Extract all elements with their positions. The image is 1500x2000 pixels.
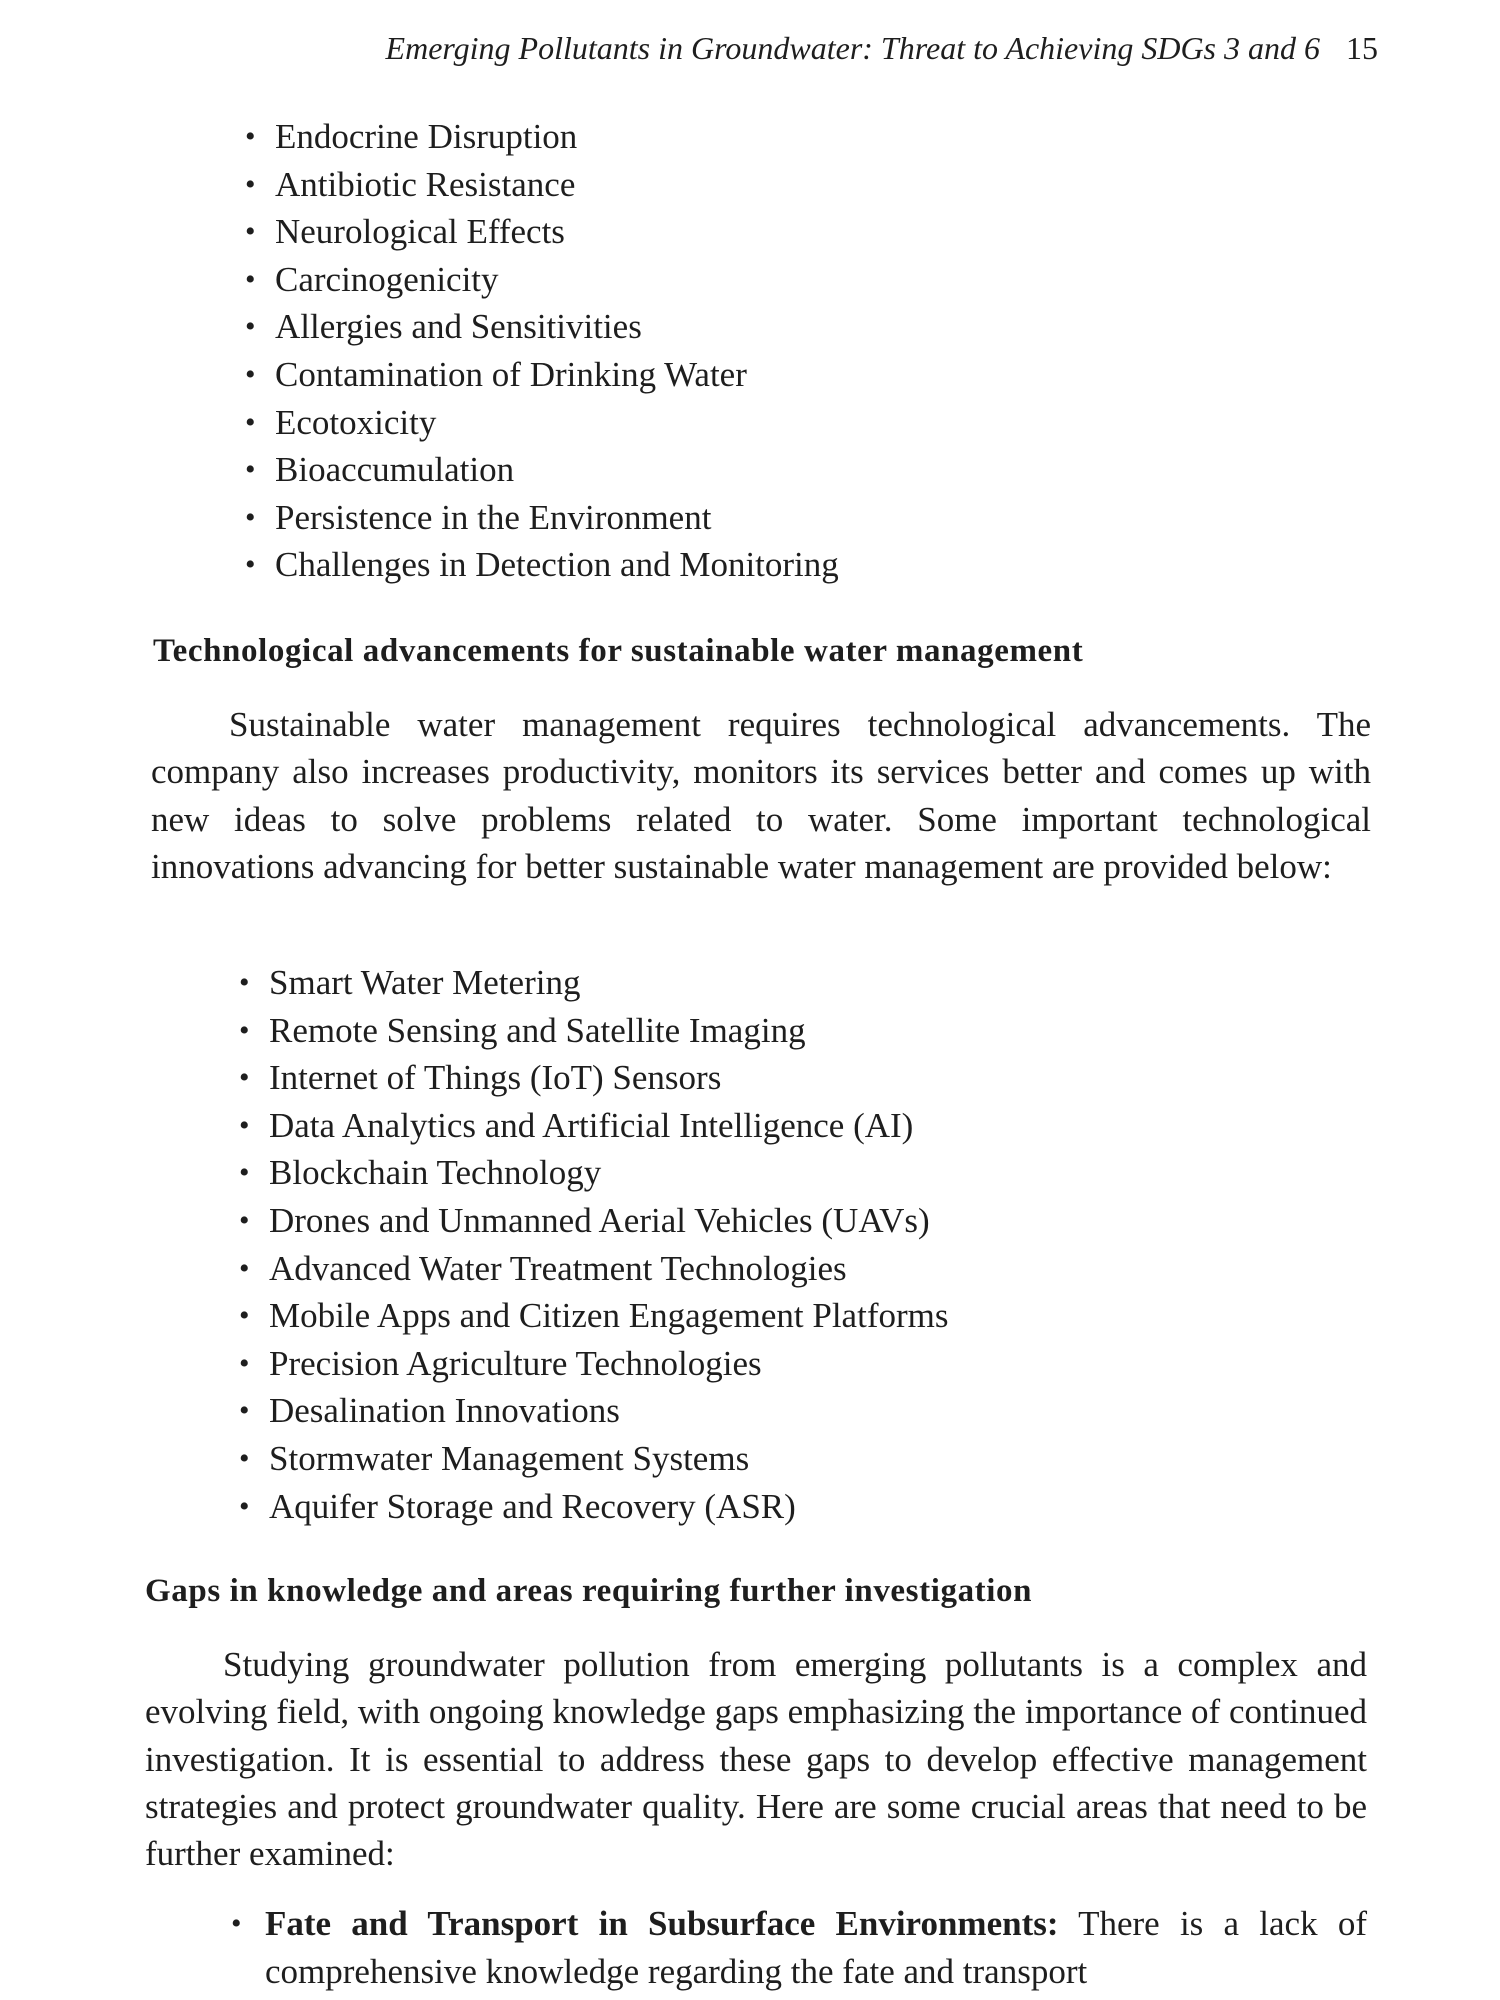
list-item-text: Mobile Apps and Citizen Engagement Platforms — [269, 1296, 949, 1336]
bullet-icon: • — [239, 1203, 250, 1237]
list-item — [245, 541, 839, 589]
list-item — [239, 1292, 949, 1340]
list-item-text: Drones and Unmanned Aerial Vehicles (UAVs) — [269, 1200, 930, 1240]
list-item — [245, 161, 839, 209]
bullet-icon: • — [239, 1251, 250, 1285]
list-item — [245, 303, 839, 351]
bullet-icon: • — [239, 1156, 250, 1190]
list-item-text: Carcinogenicity — [275, 259, 499, 299]
bullet-icon: • — [245, 500, 256, 534]
list-item — [245, 256, 839, 304]
list-item — [245, 446, 839, 494]
list-item-text: Precision Agriculture Technologies — [269, 1343, 762, 1383]
bullet-icon: • — [245, 215, 256, 249]
list-item-text: Data Analytics and Artificial Intelligence (AI) — [269, 1105, 914, 1145]
list-item — [239, 1007, 948, 1055]
list-item — [231, 1900, 1367, 1996]
list-item-text: Challenges in Detection and Monitoring — [275, 545, 839, 585]
bullet-icon: • — [245, 120, 256, 153]
list-item-text: Contamination of Drinking Water — [275, 354, 747, 394]
bullet-icon: • — [245, 548, 256, 582]
list-item-text: Stormwater Management Systems — [269, 1438, 750, 1478]
bullet-icon: • — [239, 1108, 250, 1142]
list-item-term: Fate and Transport in Subsurface Environments: — [265, 1904, 1059, 1943]
list-item-text: There is a lack of comprehensive knowledge regarding the fate and transport — [265, 1904, 1367, 1991]
list-item-text: Endocrine Disruption — [275, 117, 578, 156]
bullet-icon: • — [239, 966, 250, 999]
list-item-text: Neurological Effects — [275, 212, 565, 252]
paragraph-text: Sustainable water management requires technological advancements. The company also increases productivity, monitors its services better and comes up with new ideas to solve problems related to water. Some important technological innovations advancing for better sustainable water management are provided below: — [151, 705, 1371, 886]
list-item-text: Smart Water Metering — [269, 963, 581, 1002]
bullet-icon: • — [245, 453, 256, 487]
list-item — [245, 399, 839, 447]
list-item — [245, 494, 839, 542]
list-item — [245, 113, 839, 161]
bullet-icon: • — [239, 1013, 250, 1047]
list-item-text: Ecotoxicity — [275, 402, 437, 442]
running-header — [0, 30, 1378, 67]
knowledge-gaps-list — [231, 1900, 1367, 1996]
bullet-icon: • — [245, 405, 256, 439]
list-item — [239, 1483, 948, 1531]
list-item-text: Antibiotic Resistance — [275, 164, 576, 204]
running-title: Emerging Pollutants in Groundwater: Threat to Achieving SDGs 3 and 6 — [385, 30, 1320, 66]
bullet-icon: • — [245, 310, 256, 344]
bullet-icon: • — [239, 1394, 250, 1428]
bullet-icon: • — [245, 262, 256, 296]
list-item — [239, 1387, 948, 1435]
list-item-text: Blockchain Technology — [269, 1153, 602, 1193]
paragraph-tech — [151, 701, 1371, 890]
list-item — [239, 1197, 948, 1245]
bullet-icon: • — [245, 167, 256, 201]
paragraph-text: Studying groundwater pollution from emerging pollutants is a complex and evolving field, with ongoing knowledge gaps emphasizing the importance of continued investigation. It is essential to address these gaps to develop effective management strategies and protect groundwater quality. Here are some crucial areas that need to be further examined: — [145, 1645, 1367, 1874]
list-item-text: Advanced Water Treatment Technologies — [269, 1248, 847, 1288]
bullet-icon: • — [231, 1907, 242, 1940]
list-item-text: Desalination Innovations — [269, 1391, 620, 1431]
list-item — [239, 1245, 948, 1293]
list-item — [239, 1102, 948, 1150]
list-item — [245, 208, 839, 256]
list-item-text: Remote Sensing and Satellite Imaging — [269, 1010, 806, 1050]
list-item-text: Persistence in the Environment — [275, 497, 712, 537]
list-item — [239, 1054, 948, 1102]
list-item-text: Bioaccumulation — [275, 450, 515, 490]
bullet-icon: • — [245, 357, 256, 391]
tech-innovations-list — [239, 959, 949, 1530]
section-heading-gaps: Gaps in knowledge and areas requiring further investigation — [145, 1573, 1033, 1609]
bullet-icon: • — [239, 1346, 250, 1380]
bullet-icon: • — [239, 1061, 250, 1095]
health-effects-list — [245, 113, 839, 589]
paragraph-gaps — [145, 1641, 1367, 1877]
list-item — [239, 1149, 948, 1197]
list-item — [239, 1340, 948, 1388]
list-item-text: Internet of Things (IoT) Sensors — [269, 1058, 722, 1098]
bullet-icon: • — [239, 1441, 250, 1475]
bullet-icon: • — [239, 1299, 250, 1333]
list-item — [239, 959, 948, 1007]
list-item — [245, 351, 839, 399]
list-item — [239, 1435, 948, 1483]
list-item-text: Aquifer Storage and Recovery (ASR) — [269, 1486, 796, 1526]
list-item-text: Allergies and Sensitivities — [275, 307, 642, 347]
section-heading-tech: Technological advancements for sustainable water management — [153, 633, 1084, 669]
bullet-icon: • — [239, 1489, 250, 1523]
page-number: 15 — [1346, 30, 1378, 66]
